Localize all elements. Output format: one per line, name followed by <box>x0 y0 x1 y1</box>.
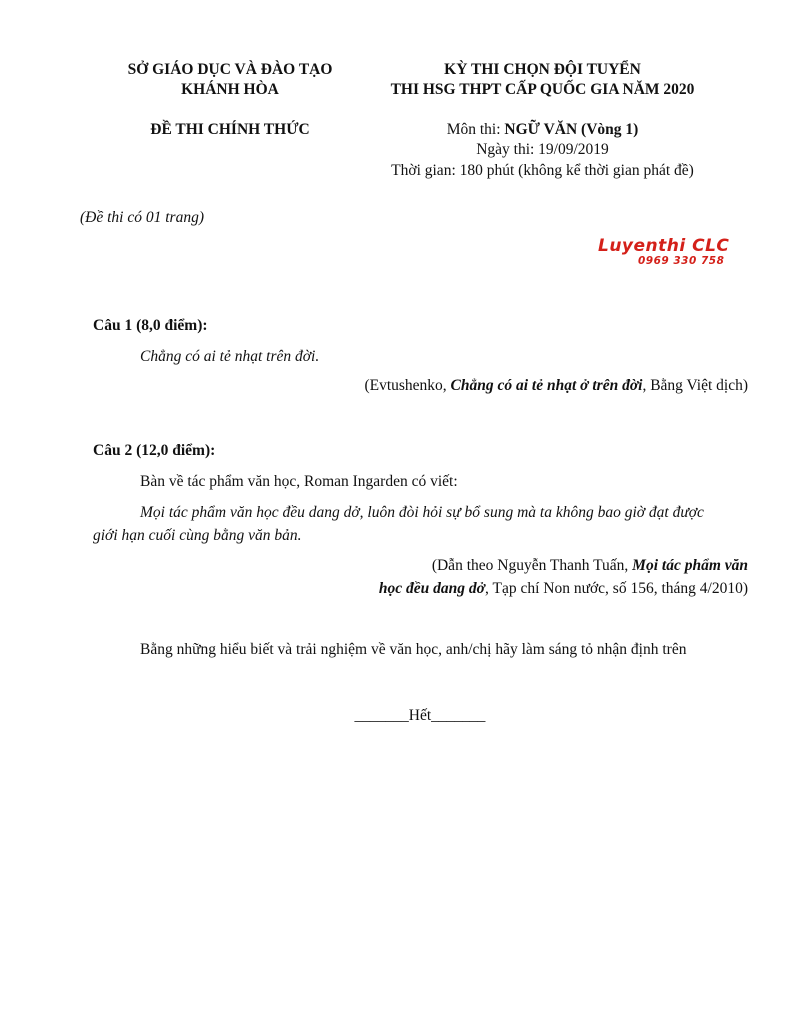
question2-source-line2: học đều dang dở, Tạp chí Non nước, số 156, tháng 4/2010) <box>378 580 748 597</box>
exam-date: Ngày thi: 19/09/2019 <box>476 141 609 159</box>
question1-quote: Chẳng có ai tẻ nhạt trên đời. <box>140 348 320 365</box>
official-label: ĐỀ THI CHÍNH THỨC <box>150 121 310 139</box>
exam-duration: Thời gian: 180 phút (không kể thời gian phát đề) <box>391 161 694 179</box>
question1-title: Câu 1 (8,0 điểm): <box>93 317 208 334</box>
header-right <box>350 60 735 181</box>
exam-subject: Môn thi: NGỮ VĂN (Vòng 1) <box>446 121 639 139</box>
question2-quote-line1: Mọi tác phẩm văn học đều dang dở, luôn đòi hỏi sự bổ sung mà ta không bao giờ đạt được <box>140 504 704 521</box>
question2-task: Bằng những hiểu biết và trải nghiệm về văn học, anh/chị hãy làm sáng tỏ nhận định trên <box>140 641 687 658</box>
page-count-note: (Đề thi có 01 trang) <box>80 209 204 226</box>
province-name: KHÁNH HÒA <box>181 81 279 99</box>
question2-source-line1: (Dẫn theo Nguyễn Thanh Tuấn, Mọi tác phẩm văn <box>431 557 748 574</box>
question1-source: (Evtushenko, Chẳng có ai tẻ nhạt ở trên đời, Bằng Việt dịch) <box>364 377 748 394</box>
watermark-brand: Luyenthi CLC <box>598 236 730 256</box>
header-left <box>80 60 380 140</box>
question2-title: Câu 2 (12,0 điểm): <box>93 442 216 459</box>
exam-title: KỲ THI CHỌN ĐỘI TUYỂN <box>444 61 641 78</box>
watermark-phone: 0969 330 758 <box>638 255 725 267</box>
question1-source-title: Chẳng có ai tẻ nhạt ở trên đời <box>450 377 643 394</box>
watermark-logo <box>598 238 748 268</box>
exam-subtitle: THI HSG THPT CẤP QUỐC GIA NĂM 2020 <box>390 81 695 99</box>
question2-intro: Bàn về tác phẩm văn học, Roman Ingarden có viết: <box>140 473 458 490</box>
question2-quote-line2: giới hạn cuối cùng bằng văn bản. <box>93 527 302 544</box>
end-mark: _______Hết_______ <box>354 707 486 724</box>
department-name: SỞ GIÁO DỤC VÀ ĐÀO TẠO <box>127 61 333 78</box>
subject-value: NGỮ VĂN (Vòng 1) <box>504 121 639 139</box>
